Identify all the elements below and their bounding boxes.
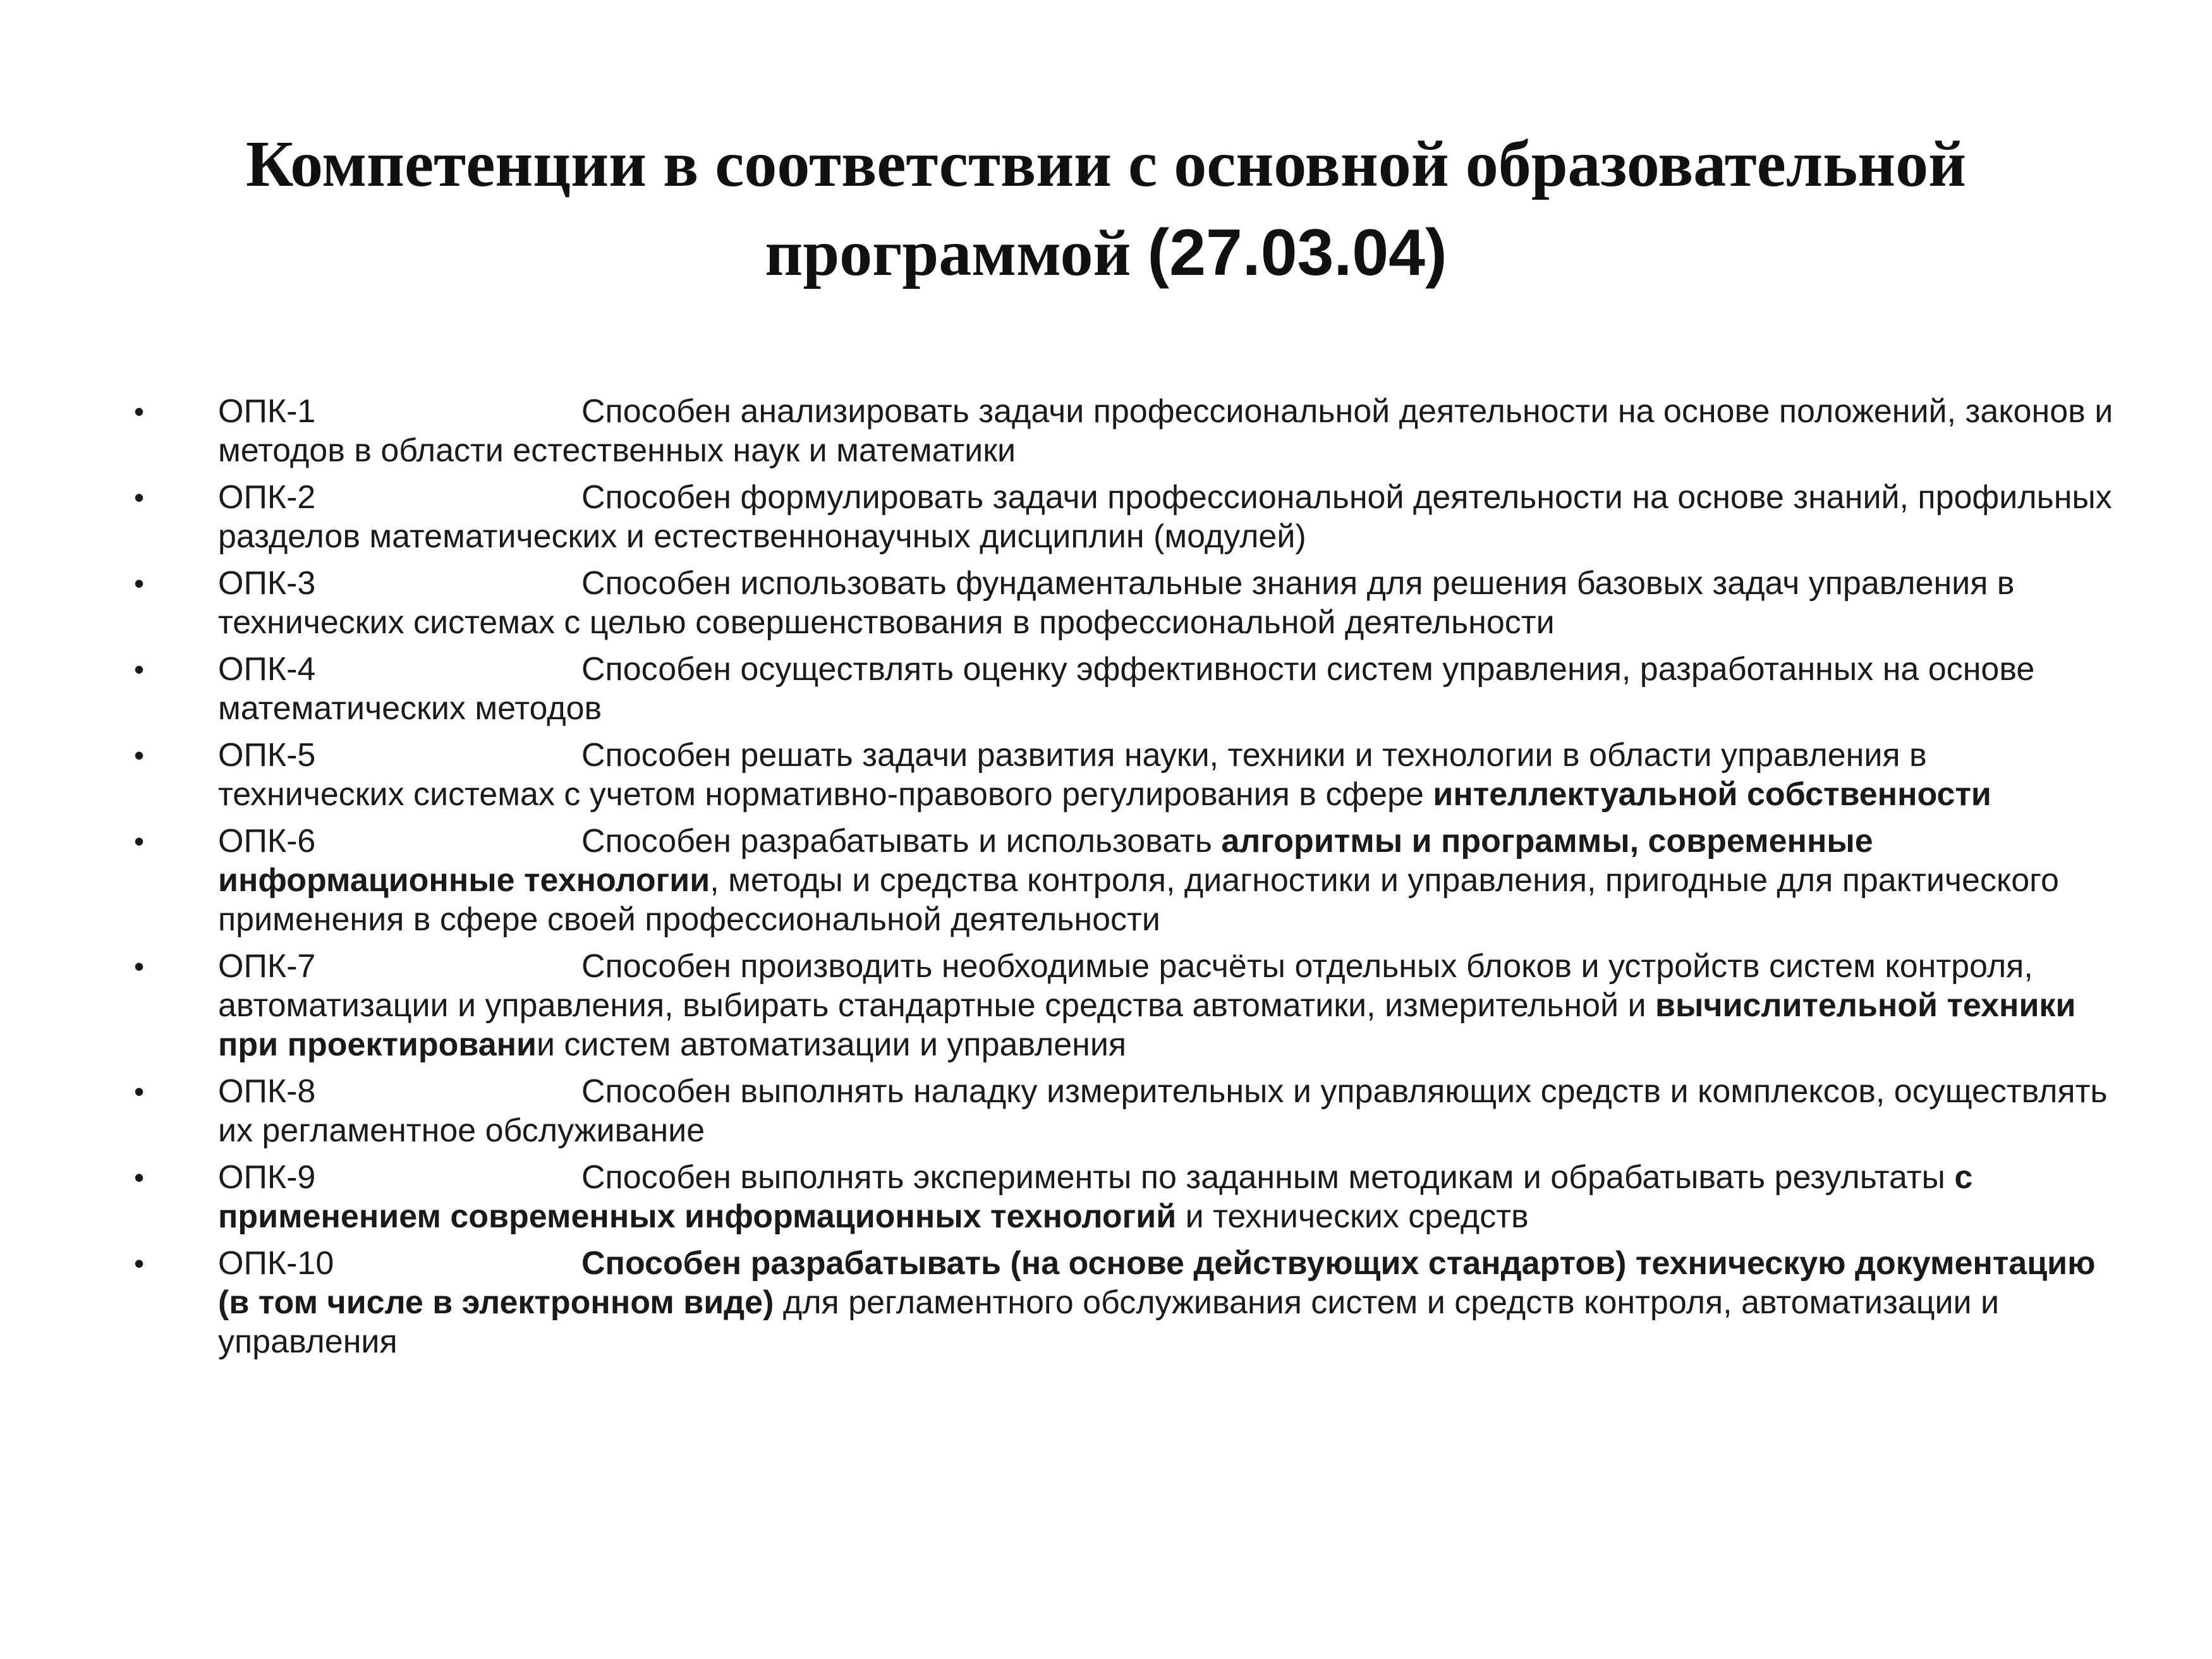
bullet-icon: •	[134, 739, 145, 772]
competency-item	[126, 1158, 2117, 1236]
bullet-icon: •	[134, 481, 145, 514]
competency-text: Способен решать задачи развития науки, техники и технологии в области управления в технических системах с учетом нормативно-правового регулирования в сфере	[218, 737, 1927, 813]
competency-code: ОПК-6	[218, 823, 316, 860]
competency-code: ОПК-4	[218, 651, 316, 688]
competency-item	[126, 564, 2117, 642]
competency-text: и технических средств	[1176, 1198, 1529, 1235]
competency-code: ОПК-9	[218, 1159, 316, 1196]
bullet-icon: •	[134, 653, 145, 686]
competency-text: Способен использовать фундаментальные знания для решения базовых задач управления в технических системах с целью совершенствования в профессиональной деятельности	[218, 565, 2015, 641]
title-main: Компетенции в соответствии с основной образовательной программой	[245, 128, 1967, 289]
title-program-code: (27.03.04)	[1147, 216, 1447, 289]
bullet-icon: •	[134, 567, 145, 600]
competency-text: Способен анализировать задачи профессиональной деятельности на основе положений, законов и методов в области естественных наук и математики	[218, 393, 2113, 469]
competency-item	[126, 1072, 2117, 1150]
bullet-icon: •	[134, 395, 145, 428]
competency-text-bold: с применением современных информационных технологий	[218, 1159, 1973, 1235]
competency-text-bold: интеллектуальной собственности	[1433, 776, 1991, 813]
competency-code: ОПК-3	[218, 565, 316, 602]
bullet-icon: •	[134, 1247, 145, 1280]
competency-code: ОПК-1	[218, 393, 316, 430]
competency-text: Способен выполнять наладку измерительных и управляющих средств и комплексов, осуществлять их регламентное обслуживание	[218, 1073, 2108, 1149]
competency-text-bold: Способен разрабатывать (на основе действующих стандартов) техническую документацию (в том числе в электронном виде)	[218, 1245, 2096, 1321]
competency-code: ОПК-8	[218, 1073, 316, 1110]
competency-text: Способен выполнять эксперименты по заданным методикам и обрабатывать результаты	[581, 1159, 1955, 1196]
competency-item	[126, 392, 2117, 470]
competency-item	[126, 1244, 2117, 1361]
competency-code: ОПК-7	[218, 948, 316, 985]
competency-text: Способен осуществлять оценку эффективности систем управления, разработанных на основе математических методов	[218, 651, 2035, 727]
competency-code: ОПК-5	[218, 737, 316, 774]
competency-text: и систем автоматизации и управления	[537, 1026, 1127, 1063]
bullet-icon: •	[134, 1161, 145, 1194]
page-title	[95, 120, 2117, 298]
competency-text: для регламентного обслуживания систем и средств контроля, автоматизации и управления	[218, 1284, 2000, 1360]
competency-list	[126, 392, 2117, 1369]
bullet-icon: •	[134, 1075, 145, 1108]
competency-item	[126, 822, 2117, 939]
competency-item	[126, 478, 2117, 556]
competency-item	[126, 947, 2117, 1064]
competency-text: , методы и средства контроля, диагностики и управления, пригодные для практического применения в сфере своей профессиональной деятельности	[218, 862, 2059, 938]
competency-code: ОПК-2	[218, 479, 316, 516]
bullet-icon: •	[134, 825, 145, 858]
competency-item	[126, 650, 2117, 728]
competency-text-bold: вычислительной техники при проектировани	[218, 987, 2076, 1063]
competency-text: Способен производить необходимые расчёты отдельных блоков и устройств систем контроля, автоматизации и управления, выбирать стандартные средства автоматики, измерительной и	[218, 948, 2033, 1024]
competency-text-bold: алгоритмы и программы, современные информационные технологии	[218, 823, 1873, 899]
competency-text: Способен разрабатывать и использовать	[581, 823, 1222, 860]
competency-item	[126, 736, 2117, 814]
competency-code: ОПК-10	[218, 1245, 334, 1282]
bullet-icon: •	[134, 950, 145, 983]
competency-text: Способен формулировать задачи профессиональной деятельности на основе знаний, профильных разделов математических и естественнонаучных дисциплин (модулей)	[218, 479, 2112, 555]
